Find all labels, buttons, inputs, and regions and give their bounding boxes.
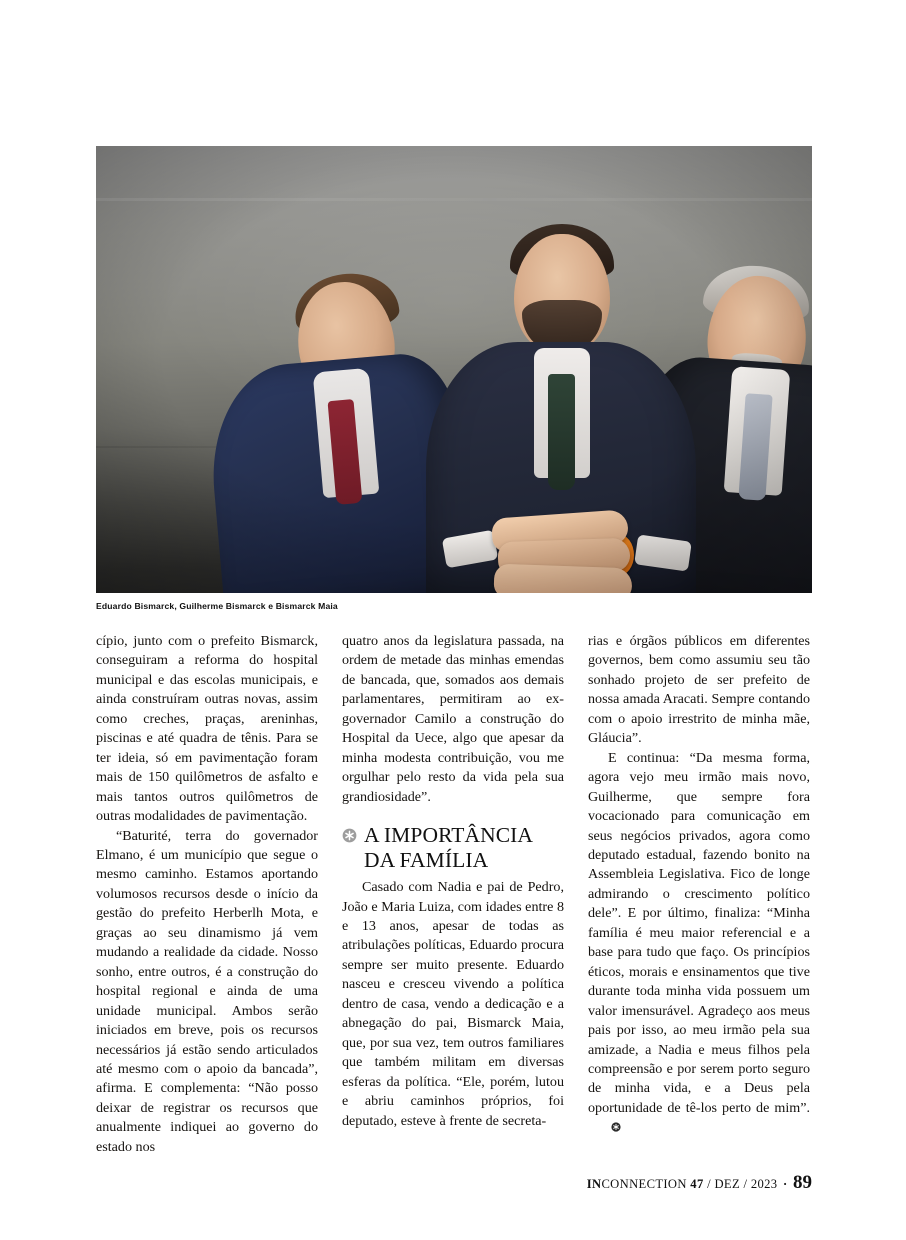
paragraph-text: E continua: “Da mesma forma, agora vejo meu irmão mais novo, Guilherme, que sempre fora vocacionado para comunicação em seus negócios privados, agora como deputado estadual, fazendo bonito na Assembleia Legislativa. Fico de longe admirando o crescimento político dele”. E por último, finaliza: “Minha família é meu maior referencial e a base para tudo que faço. Os princípios éticos, morais e ensinamentos que tive durante toda minha vida possuem um valor imensurável. Agradeço aos meus pais por isso, ao meu irmão pela sua amizade, a Nadia e meus filhos pela compreensão e por serem porto seguro de minha vida, e a Deus pela oportunidade de tê-los perto de mim”.	[588, 749, 810, 1116]
article-photograph	[96, 146, 812, 593]
issue-year: 2023	[750, 1177, 778, 1191]
necktie	[548, 374, 575, 490]
text-column-3	[588, 632, 810, 1142]
separator: /	[707, 1177, 711, 1191]
issue-month: DEZ	[714, 1177, 740, 1191]
text-column-2	[342, 632, 564, 1142]
issue-number: 47	[690, 1177, 704, 1191]
photo-caption: Eduardo Bismarck, Guilherme Bismarck e Bismarck Maia	[96, 601, 338, 611]
footer-dot: ·	[782, 1177, 788, 1191]
paragraph: Casado com Nadia e pai de Pedro, João e Maria Luiza, com idades entre 8 e 13 anos, apesar de todas as atribulações políticas, Eduardo procura sempre ser muito presente. Eduardo nasceu e cresceu vivendo a política dentro de casa, vendo a dedicação e a abnegação do pai, Bismarck Maia, que, por sua vez, tem outros familiares que também militam em diversas esferas da política. “Ele, porém, lutou e abriu caminhos próprios, foi deputado, esteve à frente de secreta-	[342, 879, 564, 1129]
article-body-columns	[96, 632, 812, 1155]
paragraph: quatro anos da legislatura passada, na ordem de metade das minhas emendas de bancada, que, somados aos demais parlamentares, permitiram ao ex-governador Camilo a construção do Hospital da Uece, algo que apesar da minha modesta contribuição, vou me orgulhar pelo resto da vida pela sua grandiosidade”.	[342, 633, 564, 805]
asterisk-circle-endmark-icon	[591, 1119, 621, 1138]
page-footer	[587, 1172, 812, 1194]
stacked-hands	[488, 514, 648, 593]
brand-suffix: CONNECTION	[601, 1177, 687, 1191]
photo-background	[96, 146, 812, 593]
wall-seam	[96, 198, 812, 201]
text-column-1	[96, 632, 318, 1155]
paragraph: rias e órgãos públicos em diferentes governos, bem como assumiu seu tão sonhado projeto de ser prefeito de nossa amada Aracati. Sempre contando com o apoio irrestrito de minha mãe, Gláucia”.	[588, 633, 810, 747]
asterisk-circle-icon	[342, 828, 357, 849]
paragraph	[588, 749, 810, 1139]
section-title: A IMPORTÂNCIA DA FAMÍLIA	[364, 823, 532, 872]
separator: /	[743, 1177, 748, 1191]
hand-bottom	[493, 564, 632, 593]
shirt-cuff-right	[634, 534, 692, 571]
page-number: 89	[793, 1172, 812, 1193]
section-heading	[342, 823, 564, 872]
paragraph: cípio, junto com o prefeito Bismarck, conseguiram a reforma do hospital municipal e das escolas municipais, e ainda construíram outras novas, assim como creches, praças, areninhas, piscinas e até quadra de tênis. Para se ter ideia, só em pavimentação foram mais de 150 quilômetros de asfalto e mais tantos outros quilômetros de outras modalidades de pavimentação.	[96, 633, 318, 825]
brand-prefix: IN	[586, 1177, 602, 1191]
paragraph: “Baturité, terra do governador Elmano, é um município que segue o mesmo caminho. Estamos aportando volumosos recursos desde o início da gestão do prefeito Herberlh Mota, e graças ao seu dinamismo já vem mudando a realidade da cidade. Nosso sonho, entre outros, é a construção do hospital regional e ainda de uma unidade municipal. Ambos serão iniciados em breve, pois os recursos necessários já estão sendo articulados até mesmo com o apoio da bancada”, afirma. E complementa: “Não posso deixar de registrar os recursos que anualmente indiquei ao governo do estado nos	[96, 827, 318, 1155]
